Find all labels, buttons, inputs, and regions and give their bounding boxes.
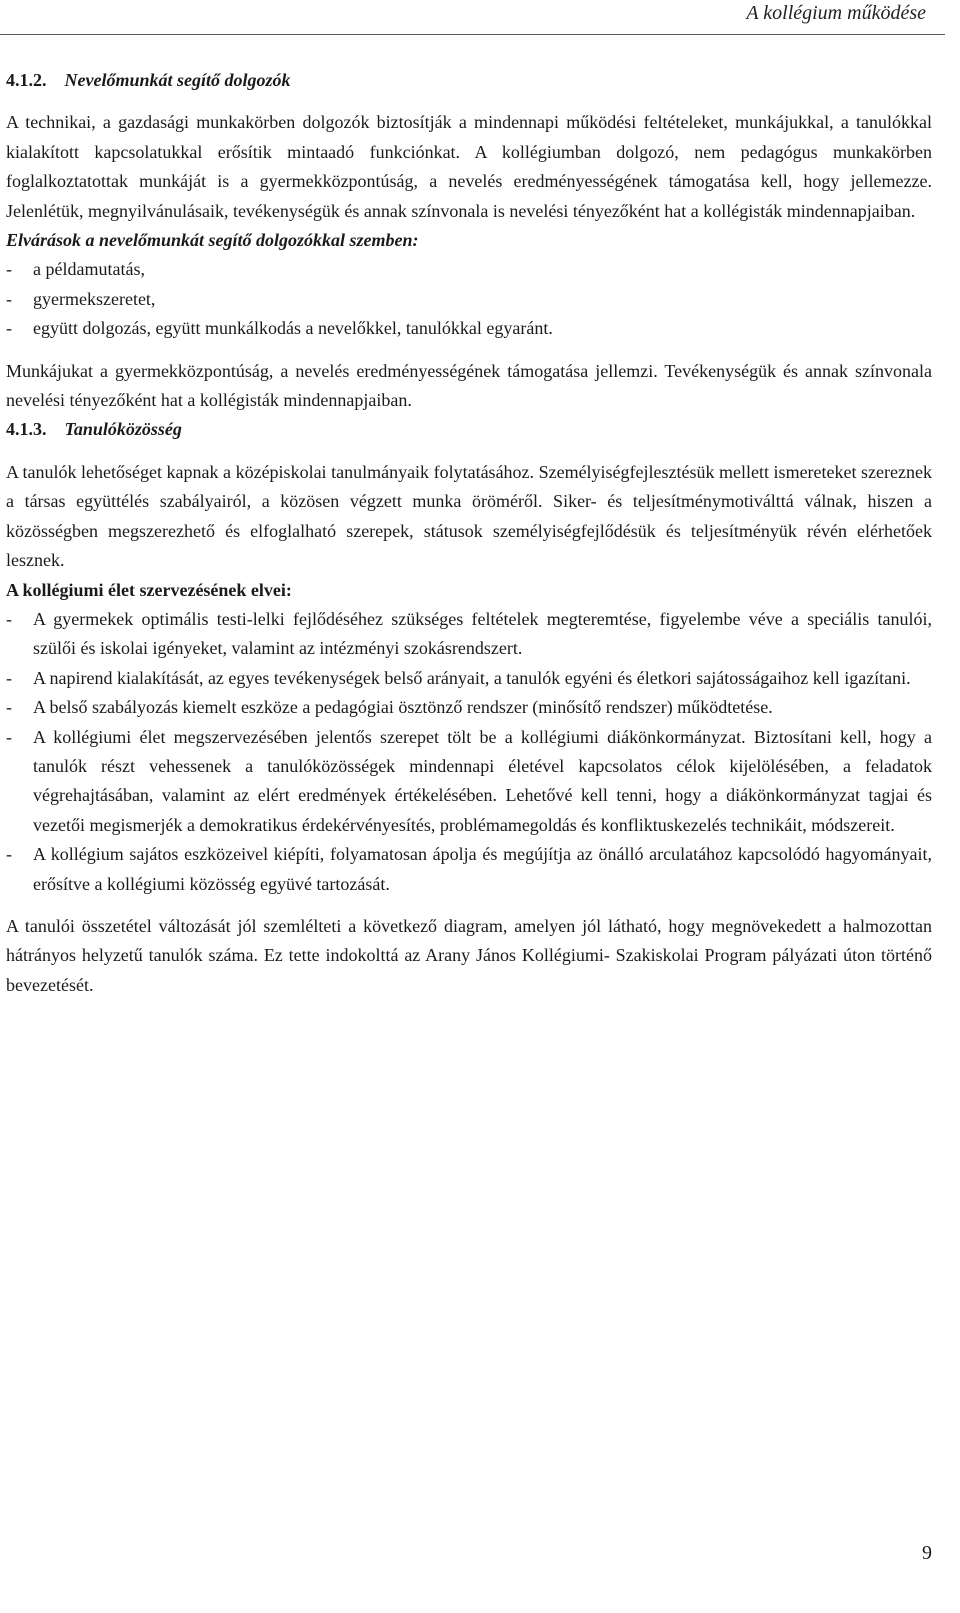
list-item: - együtt dolgozás, együtt munkálkodás a nevelőkkel, tanulókkal egyaránt. — [6, 314, 932, 343]
paragraph: Munkájukat a gyermekközpontúság, a nevelés eredményességének támogatása jellemzi. Tevékenységük és annak színvonala nevelési tényezőként hat a kollégisták mindennapjaiban. — [6, 360, 932, 411]
section-number: 4.1.2. — [6, 70, 47, 90]
paragraph: A technikai, a gazdasági munkakörben dolgozók biztosítják a mindennapi működési feltételeket, munkájukkal, a tanulókkal kialakított kapcsolatukkal erősítik mintaadó funkciónkat. A kollégiumban dolgozó, nem pedagógus munkakörben foglalkoztatottak munkáját is a gyermekközpontúság, a nevelés eredményességének támogatása kell, hogy jellemezze. Jelenlétük, megnyilvánulásaik, tevékenységük és annak színvonala is nevelési tényezőként hat a kollégisták mindennapjaiban. — [6, 112, 932, 221]
list-item: - a példamutatás, — [6, 255, 932, 284]
list-item: - A belső szabályozás kiemelt eszköze a pedagógiai ösztönző rendszer (minősítő rendszer) működtetése. — [6, 693, 932, 722]
header-divider — [0, 34, 945, 35]
expectations-list — [6, 255, 932, 343]
expectations-label: Elvárások a nevelőmunkát segítő dolgozókkal szemben: — [6, 230, 419, 251]
dash-bullet: - — [6, 259, 12, 280]
dash-bullet: - — [6, 667, 12, 688]
list-item: - gyermekszeretet, — [6, 285, 932, 314]
page-number: 9 — [922, 1542, 932, 1564]
dash-bullet: - — [6, 608, 12, 629]
dash-bullet: - — [6, 726, 12, 747]
paragraph: A tanulók lehetőséget kapnak a középiskolai tanulmányaik folytatásához. Személyiségfejlesztésük mellett ismereteket szereznek a társas együttélés szabályairól, a közösen végzett munka öröméről. Siker- és teljesítménymotiválttá válnak, hiszen a közösségben megszerezhető és elfoglalható szerepek, státusok személyiségfejlődésük és teljesítményük révén elérhetőek lesznek. — [6, 461, 932, 571]
dash-bullet: - — [6, 318, 12, 339]
section-heading-413 — [6, 415, 932, 444]
section-number: 4.1.3. — [6, 419, 47, 440]
list-item: - A gyermekek optimális testi-lelki fejlődéséhez szükséges feltételek megteremtése, figyelembe véve a speciális tanulói, szülői és iskolai igényeket, valamint az intézményi szokásrendszert. — [6, 605, 932, 664]
principles-label: A kollégiumi élet szervezésének elvei: — [6, 579, 292, 600]
list-item: - A napirend kialakítását, az egyes tevékenységek belső arányait, a tanulók egyéni és életkori sajátosságaihoz kell igazítani. — [6, 664, 932, 693]
list-item: - A kollégiumi élet megszervezésében jelentős szerepet tölt be a kollégiumi diákönkormányzat. Biztosítani kell, hogy a tanulók részt vehessenek a tanulóközösségek mindennapi életével kapcsolatos célok kijelölésében, a feladatok végrehajtásában, valamint az elért eredmények értékelésében. Lehetővé kell tenni, hogy a diákönkormányzat tagjai és vezetői megismerjék a demokratikus érdekérvényesítés, problémamegoldás és konfliktuskezelés technikáit, módszereit. — [6, 723, 932, 841]
list-item: - A kollégium sajátos eszközeivel kiépíti, folyamatosan ápolja és megújítja az önálló arculatához kapcsolódó hagyományait, erősítve a kollégiumi közösség együvé tartozását. — [6, 840, 932, 899]
paragraph: A tanulói összetétel változását jól szemlélteti a következő diagram, amelyen jól látható, hogy megnövekedett a halmozottan hátrányos helyzetű tanulók száma. Ez tette indokolttá az Arany János Kollégiumi- Szakiskolai Program pályázati úton történő bevezetését. — [6, 915, 932, 995]
dash-bullet: - — [6, 288, 12, 309]
dash-bullet: - — [6, 844, 12, 865]
dash-bullet: - — [6, 697, 12, 718]
running-header: A kollégium működése — [746, 2, 926, 24]
principles-list — [6, 605, 932, 899]
section-title: Nevelőmunkát segítő dolgozók — [64, 70, 291, 90]
section-title: Tanulóközösség — [64, 419, 182, 440]
page-body — [6, 66, 932, 1000]
section-heading-412 — [6, 66, 932, 95]
